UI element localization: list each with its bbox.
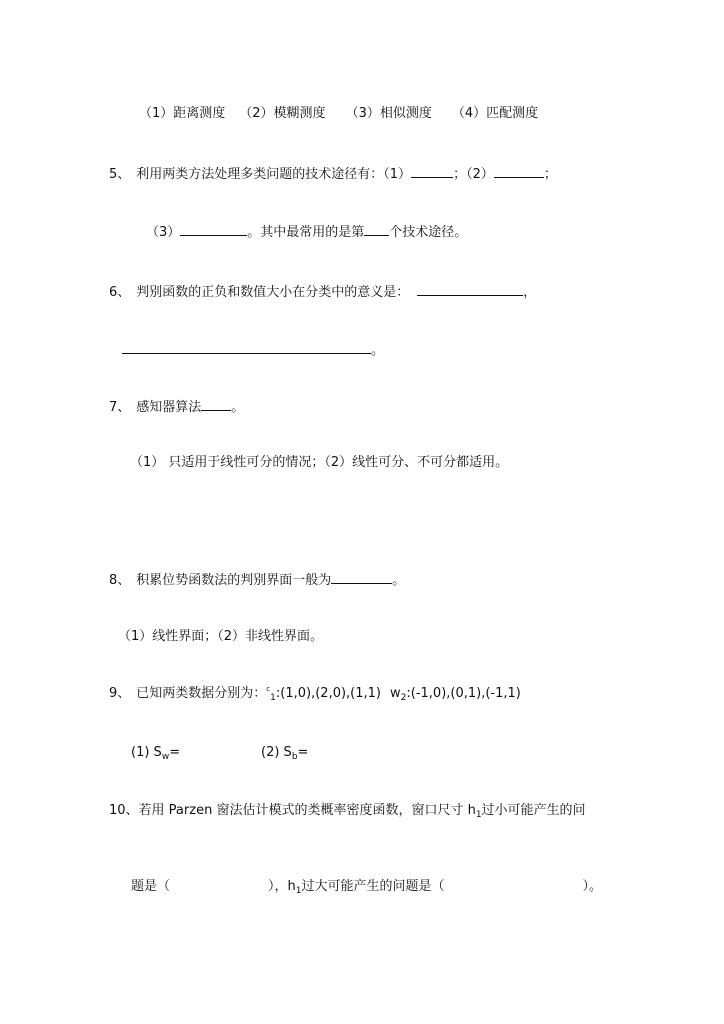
q5-mid: ；（2） [453, 167, 494, 182]
q4-option-1: （1）距离测度 [139, 106, 226, 121]
q4-options [139, 106, 538, 122]
q6-line1 [109, 282, 536, 298]
q5-blank-2[interactable] [494, 164, 544, 178]
q9-w2-subscript: 2 [400, 693, 407, 703]
q8-options [118, 629, 323, 645]
q9-sb-equals: = [297, 745, 309, 760]
q8-text: 积累位势函数法的判别界面一般为 [136, 573, 332, 588]
q9-number: 9、 [109, 686, 131, 701]
q10-line2-subscript: 1 [295, 886, 302, 896]
q9-line1 [109, 686, 521, 702]
q5-line1 [109, 164, 557, 180]
q5-blank-3[interactable] [180, 222, 247, 236]
q10-text2: 过小可能产生的问 [481, 803, 586, 818]
q9-w1-subscript: 1 [270, 693, 276, 703]
q6-number: 6、 [109, 285, 131, 300]
q9-sw-label: (1) S [131, 745, 162, 760]
q9-w2-symbol: w [390, 686, 401, 701]
q9-sw-subscript: w [161, 752, 170, 762]
q8-line1 [109, 570, 405, 586]
q10-text1: 若用 Parzen 窗法估计模式的类概率密度函数，窗口尺寸 h [138, 803, 476, 818]
q5-text: 利用两类方法处理多类问题的技术途径有：（1） [136, 167, 412, 182]
q9-line2 [131, 745, 180, 761]
q10-line1 [109, 803, 586, 819]
q9-sw-equals: = [169, 745, 181, 760]
q6-blank-1[interactable] [417, 282, 523, 296]
q5-line2 [146, 222, 467, 238]
q9-sb-label: (2) S [261, 745, 292, 760]
q9-sb-subscript: b [291, 752, 298, 762]
q8-blank[interactable] [331, 570, 392, 584]
q10-line2-d: ）。 [582, 879, 603, 894]
q9-line2b [261, 745, 308, 761]
q8-number: 8、 [109, 573, 131, 588]
q8-options-text: （1）线性界面；（2）非线性界面。 [118, 629, 324, 644]
q5-blank-1[interactable] [411, 164, 453, 178]
q4-option-3: （3）相似测度 [345, 106, 432, 121]
q6-end2: 。 [371, 343, 385, 358]
q5-line2-start: （3） [146, 225, 181, 240]
q7-blank[interactable] [201, 397, 231, 411]
q9-w1-data: :(1,0),(2,0),(1,1) [275, 686, 381, 701]
q7-options-text: （1） 只适用于线性可分的情况；（2）线性可分、不可分都适用。 [130, 455, 509, 470]
q6-blank-2[interactable] [122, 340, 371, 354]
q4-option-2: （2）模糊测度 [239, 106, 326, 121]
q10-line2-a: 题是（ [131, 879, 171, 894]
q5-blank-4[interactable] [364, 222, 389, 236]
q10-line2-c: 过大可能产生的问题是（ [301, 879, 445, 894]
q7-number: 7、 [109, 400, 131, 415]
q7-line1 [109, 397, 244, 413]
q9-w1-symbol: c [266, 685, 271, 693]
q6-end1: ， [523, 285, 537, 300]
q7-options [130, 455, 508, 471]
q9-prefix: 已知两类数据分别为： [136, 686, 267, 701]
q10-h-subscript: 1 [475, 810, 482, 820]
q8-end: 。 [392, 573, 406, 588]
q10-line2 [131, 879, 602, 895]
q10-number: 10、 [109, 803, 139, 818]
q5-end: ； [543, 167, 557, 182]
q9-w2-data: :(-1,0),(0,1),(-1,1) [406, 686, 521, 701]
q5-number: 5、 [109, 167, 131, 182]
q9-sb [261, 745, 308, 760]
q5-line2-end: 个技术途径。 [389, 225, 468, 240]
q6-text: 判别函数的正负和数值大小在分类中的意义是： [136, 285, 410, 300]
q7-text: 感知器算法 [136, 400, 202, 415]
q5-line2-mid: 。其中最常用的是第 [247, 225, 365, 240]
q6-line2 [122, 340, 384, 356]
q4-option-4: （4）匹配测度 [451, 106, 539, 121]
q9-sw [131, 745, 180, 760]
q10-line2-b: ），h [268, 879, 296, 894]
q7-end: 。 [231, 400, 245, 415]
